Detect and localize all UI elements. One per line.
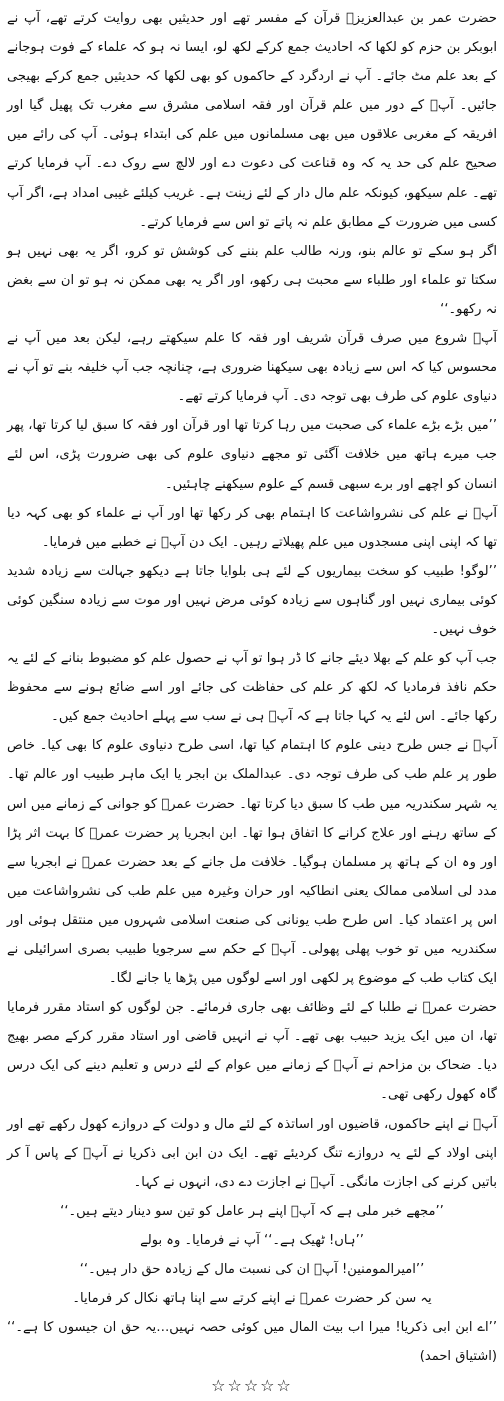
- quote-paragraph: ’’میں بڑے بڑے علماء کی صحبت میں رہا کرتا تھا اور قرآن اور فقہ کا سبق لیا کرتا تھا، پھر جب میرے ہاتھ میں خلافت آگئی تو مجھے دنیاوی علوم کی بھی ضرورت پڑی، اس لئے انسان کو اچھے اور برے سبھی قسم کے علوم سیکھنے چاہئیں۔: [7, 418, 497, 492]
- paragraph: آپؒ نے اپنے حاکموں، قاضیوں اور اساتذہ کے لئے مال و دولت کے دروازے کھول رکھے تھے اور اپنی اولاد کے لئے یہ دروازے تنگ کردیئے تھے۔ ایک دن ابن ابی ذکریا نے آپؒ کے پاس آ کر باتیں کرنے کی اجازت مانگی۔ آپؒ نے اجازت دے دی، انہوں نے کہا۔: [7, 1116, 497, 1190]
- paragraph: حضرت عمرؓ نے طلبا کے لئے وظائف بھی جاری فرمائے۔ جن لوگوں کو استاد مقرر فرمایا تھا، ان میں ایک یزید حبیب بھی تھے۔ آپ نے انہیں قاضی اور استاد مقرر کرکے مصر بھیج دیا۔ ضحاک بن مزاحم نے آپؒ کے زمانے میں عوام کے لئے درس و تعلیم دینے کی ایک درس گاہ کھول رکھی تھی۔: [7, 1000, 497, 1103]
- dialogue-line: ’’امیرالمومنین! آپؒ ان کی نسبت مال کے زیادہ حق دار ہیں۔‘‘: [79, 1262, 425, 1278]
- quote-paragraph: ’’لوگو! طبیب کو سخت بیماریوں کے لئے ہی بلوایا جاتا ہے دیکھو جہالت سے زیادہ شدید کوئی بیماری نہیں اور گناہوں سے زیادہ کوئی مرض نہیں اور موت سے زیادہ سنگین کوئی خوف نہیں۔: [7, 563, 497, 637]
- paragraph: حضرت عمر بن عبدالعزیزؒ قرآن کے مفسر تھے اور حدیثیں بھی روایت کرتے تھے، آپ نے ابوبکر بن حزم کو لکھا کہ احادیث جمع کرکے لکھ لو، ایسا نہ ہو کہ علماء کے فوت ہوجانے کے بعد علم مٹ جائے۔ آپ نے اردگرد کے حاکموں کو بھی لکھا کہ حدیثیں جمع کرکے بھیجی جائیں۔ آپؒ کے دور میں علم قرآن اور فقہ اسلامی مشرق سے مغرب تک پھیل گیا اور افریقہ کے مغربی علاقوں میں بھی مسلمانوں میں علم کی ابتداء ہوئی۔ آپ کی رائے میں صحیح علم کی حد یہ کہ وہ قناعت کی دعوت دے اور لالچ سے روک دے۔ آپ فرمایا کرتے تھے۔ علم سیکھو، کیونکہ علم مال دار کے لئے زینت ہے۔ غریب کیلئے غیبی امداد ہے، اگر آپ کسی میں ضرورت کے مطابق علم نہ پاتے تو اس سے فرمایا کرتے۔: [7, 11, 497, 230]
- paragraph: آپؒ نے جس طرح دینی علوم کا اہتمام کیا تھا، اسی طرح دنیاوی علوم کا بھی کیا۔ خاص طور پر علم طب کی طرف توجہ دی۔ عبدالملک بن ابجر یا ایک ماہر طبیب اور عالم تھا۔ یہ شہر سکندریہ میں طب کا سبق دیا کرتا تھا۔ حضرت عمرؓ کو جوانی کے زمانے میں اس کے ساتھ رہنے اور علاج کرانے کا اتفاق ہوا تھا۔ ابن ابجریا پر حضرت عمرؓ کا بہت اثر پڑا اور وہ ان کے ہاتھ پر مسلمان ہوگیا۔ خلافت مل جانے کے بعد حضرت عمرؓ نے ابجریا سے مدد لی اسلامی ممالک یعنی انطاکیہ اور حران وغیرہ میں علم طب کی نشرواشاعت میں اس پر اعتماد کیا۔ اس طرح طب یونانی کی صنعت اسلامی شہروں میں منتقل ہوئی اور سکندریہ میں تو خوب پھلی پھولی۔ آپؒ کے حکم سے سرجویا طبیب بصری اسرائیلی نے ایک کتاب طب کے موضوع پر لکھی اور اسے لوگوں میں پڑھا یا جانے لگا۔: [7, 738, 497, 987]
- dialogue-line: ’’مجھے خبر ملی ہے کہ آپؒ اپنے ہر عامل کو تین سو دینار دیتے ہیں۔‘‘: [60, 1203, 444, 1219]
- closing-quote: ’’اے ابن ابی ذکریا! میرا اب بیت المال میں کوئی حصہ نہیں…یہ حق ان جیسوں کا ہے۔‘‘ (اشتیاق احمد): [7, 1320, 497, 1365]
- dialogue-line: ’’ہاں! ٹھیک ہے۔‘‘ آپ نے فرمایا۔ وہ بولے: [140, 1232, 364, 1248]
- dialogue-line: یہ سن کر حضرت عمرؓ نے اپنے کرتے سے اپنا ہاتھ نکال کر فرمایا۔: [72, 1291, 432, 1307]
- paragraph: جب آپ کو علم کے بھلا دیئے جانے کا ڈر ہوا تو آپ نے حصول علم کو مضبوط بنانے کے لئے یہ حکم نافذ فرمادیا کہ لکھ کر علم کی حفاظت کی جائے اور اسے ضائع ہونے سے محفوظ رکھا جائے۔ اس لئے یہ کہا جاتا ہے کہ آپؒ ہی نے سب سے پہلے احادیث جمع کیں۔: [7, 651, 497, 725]
- paragraph: آپؒ نے علم کی نشرواشاعت کا اہتمام بھی کر رکھا تھا اور آپ نے علماء کو بھی کہہ دیا تھا کہ اپنی اپنی مسجدوں میں علم پھیلاتے رہیں۔ ایک دن آپؒ نے خطبے میں فرمایا۔: [7, 505, 497, 550]
- stars-divider: ☆☆☆☆☆: [211, 1376, 293, 1396]
- paragraph: آپؒ شروع میں صرف قرآن شریف اور فقہ کا علم سیکھتے رہے، لیکن بعد میں آپ نے محسوس کیا کہ اس سے زیادہ بھی سیکھنا ضروری ہے، چنانچہ جب آپ خلیفہ بنے تو آپ نے دنیاوی علوم کی طرف بھی توجہ دی۔ آپ فرمایا کرتے تھے۔: [7, 331, 497, 405]
- quote-paragraph: اگر ہو سکے تو عالم بنو، ورنہ طالب علم بننے کی کوشش تو کرو، اگر یہ بھی نہیں ہو سکتا تو علماء اور طلباء سے محبت ہی رکھو، اور اگر یہ بھی ممکن نہ ہو تو ان سے بغض نہ رکھو۔‘‘: [7, 243, 497, 317]
